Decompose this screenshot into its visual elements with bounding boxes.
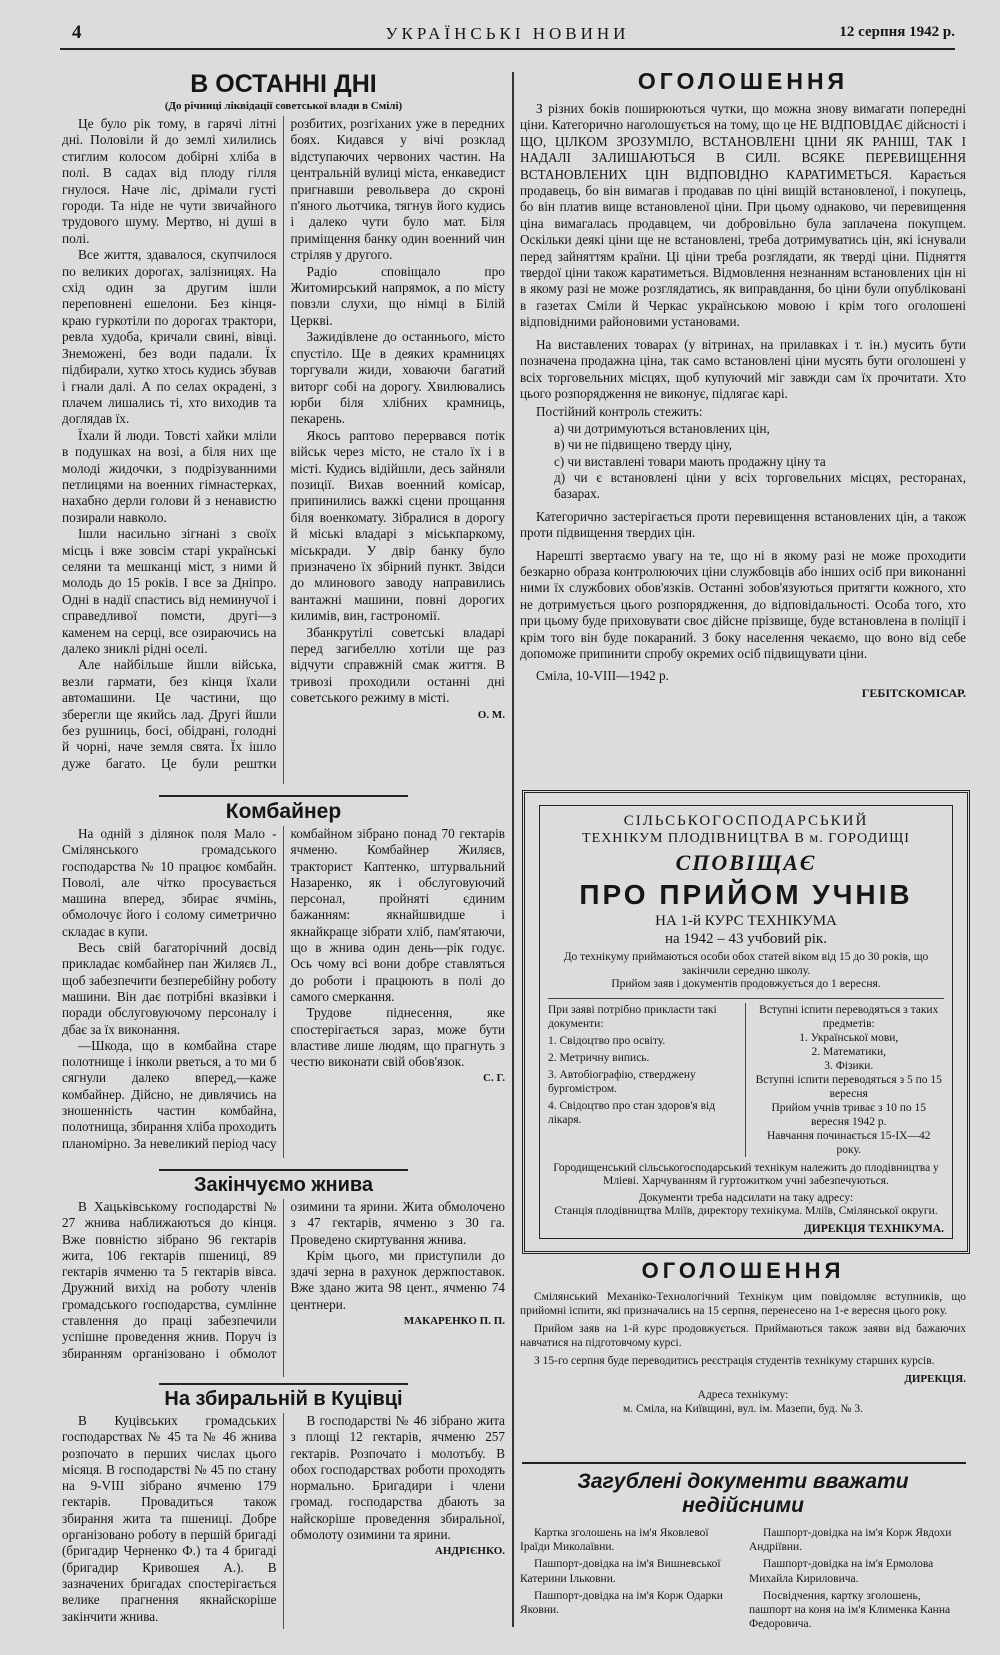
section-rule — [522, 1462, 966, 1464]
announcement-title: ОГОЛОШЕННЯ — [637, 68, 849, 94]
article-subtitle: (До річниці ліквідації советської влади в Смілі) — [164, 100, 403, 112]
paragraph: Але найбільше йшли військa, везли гармати, без кінця їхали автомашини. Це частини, що зберегли ще якийсь лад. Другі йшли без рушниць, босі, обідрані, голодні й чорні, наче земля свята. Їх ішло дуже багато. Це були рештки розбитих, розгіханих уже в передних боях. Кидався у вічі розклад відступаючих червоних частин. На центральній вулиці міста, енкаведист пригнавши револьвера до скроні п'яного льотчика, тягнув його кудись і далеко чути було мат. Біля приміщення банку один военний чин стріляв у другого. — [62, 116, 505, 771]
section-title: Загублені документи вважати недійсними — [577, 1470, 909, 1517]
article-body — [62, 116, 505, 784]
article-title: На збиральній в Куцівці — [164, 1388, 403, 1410]
ad-course: НА 1-й КУРС ТЕХНІКУМА — [655, 913, 837, 929]
list-item: с) чи виставлені товари мають продажну ціну та — [554, 453, 826, 469]
column-divider — [512, 72, 514, 1627]
start-date: Навчання починається 15-IX—42 року. — [766, 1129, 931, 1156]
ad-year: на 1942 – 43 учбовий рік. — [665, 931, 827, 947]
announcement-technikum — [520, 1258, 966, 1456]
signature: МАКАРЕНКО П. П. — [403, 1315, 505, 1328]
lost-list — [520, 1526, 966, 1630]
paragraph: Все життя, здавалося, скупчилося по великих дорогах, залізницях. На схід один за другим ішли переповнені ешелони. Без кінця-краю гуркотіли по дорогах трактори, ревла худоба, кричали свині, вівці. Знеможені, без води падали. Їх підбирали, хутко хтось кудись збував і гнали далі. А по селах окрадені, з плачем лишались ті, хто виходив та доглядав їх. — [62, 247, 277, 427]
exam-item: 1. Української мови, — [799, 1031, 899, 1044]
technikum-ad — [522, 790, 970, 1254]
signature: ГЕБІТСКОМІСАР. — [861, 685, 966, 700]
ad-info: Городищенський сільськогосподарський технікум належить до плодівництва у Мліеві. Харчуванням й гуртожитком учні забезпечуються. — [553, 1161, 939, 1187]
list-item: а) чи дотримуються встановлених цін, — [554, 420, 770, 436]
paragraph: На одній з ділянок поля Мало - Смілянського громадського господарства № 10 працює комбайн. Поволі, але чітко просувається машина вперед, збирає ячмінь, обмолочує його і солому симетрично складає в купи. — [62, 826, 277, 939]
ad-announces: СПОВІЩАЄ — [675, 850, 817, 875]
paragraph: В Хацьківському господарстві № 27 жнива наближаються до кінця. Вже повністю зібрано 96 гектарів жита, 106 гектарів пшениці, 89 гектарів ячменю та 5 гектарів вівса. Дружний вихід на роботу членів громадського господарства, сумлінне ставлення до праці забезпечили успішне проведення жнив. Поруч із збиранням організовано і обмолот озимини та ярини. Жита обмолочено з 47 гектарів, ячменю з 30 га. Проведено скиртування жнива. — [62, 1199, 505, 1361]
address-label: Адреса технікуму: — [697, 1389, 789, 1401]
paragraph: Крім цього, ми приступили до здачі зерна в рахунок держпоставок. Вже здано жита 98 цент., ячменю 74 центнери. — [290, 1247, 505, 1312]
place-date: Сміла, 10-VIII—1942 р. — [536, 668, 669, 684]
list-item: Картка зголошень на ім'я Яковлевої Іраїди Миколаївни. — [520, 1527, 709, 1554]
list-item: Пашпорт-довідка на ім'я Корж Явдохи Андріївни. — [749, 1527, 952, 1554]
list-item: в) чи не підвищено тверду ціну, — [554, 437, 732, 453]
paragraph: В Куцівських громадських господарствах № 45 та № 46 жнива розпочато в перших числах цього місяця. В господарстві № 45 по стану на 9-VIII зібрано ячменю 179 гектарів. Провадиться також збирання жита та пшениці. Добре організовано роботу в першій бригаді (бригадир Черненко Ф.) та 4 бригаді (бригадир Кривошея А.). В зазначених бригадах спостерігається велике прагнення якнайскоріше закінчити жнива. — [62, 1413, 277, 1624]
paragraph: З різних боків поширюються чутки, що можна знову вимагати попередні ціни. Категорично наголошується на тому, що це НЕ ВІДПОВІДАЄ дійсності і ЩО, ЦІЛКОМ ЗРОЗУМІЛО, ВСТАНОВЛЕНІ ЦІНИ ЯК РАНІШ, ТАК І НАДАЛІ ЗАЛИШАЮТЬСЯ В СИЛІ. ВСЯКЕ ПЕРЕВИЩЕННЯ ВСТАНОВЛЕНИХ ЦІН ВІДПОВІДНО КАРАТИМЕТЬСЯ. Карається продавець, бо він вимагав і продавав по ціні вищій встановленої, і покупець, бо він платив вище встановленої ціни. При цьому однаково, чи перевищення ціна вимагалась продавцем, чи добровільно була заплачена покупцем. Оскільки деякі ціни ще не встановлені, треба дотримуватись цін, які існували перед зайняттям краïни. Ці ціни треба розглядати, як тверді ціни. Підняття твердої ціни також каратиметься. Відмовлення незнанням встановлених цін ні в якому разі не може розглядатись, як виправдання, бо ціни були опубліковані в газетах Сміли й Черкас українською мовою і крім того оголошені відповідними районовими установами. — [520, 101, 966, 330]
list-item: Пашпорт-довідка на ім'я Корж Одарки Яковни. — [520, 1589, 723, 1617]
paragraph: —Шкода, що в комбайна старе полотнище і інколи рветься, а то ми б сягнули далеко вперед,—каже комбайнер. Дійсно, не дивлячись на зношенність частин комбайна, полотнища, збирання хліба проходить планомірно. За невеликий період часу комбайном зібрано понад 70 гектарів ячменю. Комбайнер Жиляєв, тракторист Каптенко, штурвальний Назаренко, як і обслуговуючий персонал, пройняті єдиним бажанням: якнайшвидше і якнайкраще зібрати хліб, пам'ятаючи, що в жнива один день—рік годує. Ось чому всі вони добре ставляться до роботи і працюють в полі до самого смеркання. — [62, 826, 505, 1151]
section-rule — [159, 795, 407, 797]
ad-line-1: СІЛЬСЬКОГОСПОДАРСЬКИЙ — [623, 813, 869, 829]
list-item: Пашпорт-довідка на ім'я Ермолова Михайла Кириловича. — [749, 1558, 934, 1585]
section-rule — [159, 1169, 407, 1171]
exam-item: 2. Математики, — [811, 1045, 886, 1058]
exam-item: 3. Фізики. — [824, 1059, 874, 1072]
paragraph: Прийом заяв на 1-й курс продовжується. Приймаються також заяви від бажаючих навчатися на підготовчому курсі. — [520, 1323, 966, 1349]
paragraph: В господарстві № 46 зібрано жита з площі 12 гектарів, ячменю 257 гектарів. Розпочато і молотьбу. В обох господарствах роботи проходять нормально. Бригадири і члени громад. господарства дбають за найскоріше проведення збиральної, обмолоту озимини та ярини. — [290, 1413, 505, 1543]
paragraph: Ішли насильно зігнані з своїх місць і вже зовсім старі українські селяни та мешканці міст, з ними й молодь до 15 років. І все за Дніпро. Одні в надії спастись від неминучої і справедливої помсти, другі—з каменем на серці, все озираючись на далеко зниклі рідні оселі. — [62, 526, 277, 656]
ad-admission: До технікуму приймаються особи обох статей віком від 15 до 30 років, що закінчили середню школу. — [563, 951, 929, 977]
masthead: УКРАЇНСЬКІ НОВИНИ — [385, 24, 630, 43]
ad-signature: ДИРЕКЦІЯ ТЕХНІКУМА. — [803, 1222, 944, 1235]
ad-deadline: Прийом заяв і документів продовжується до 1 вересня. — [611, 978, 881, 990]
article-body — [62, 1413, 505, 1629]
list-item: Пашпорт-довідка на ім'я Вишневської Катерини Ільковни. — [520, 1558, 721, 1585]
article-harvest — [62, 1166, 505, 1378]
ad-headline: ПРО ПРИЙОМ УЧНІВ — [579, 879, 913, 910]
paragraph: Це було рік тому, в гарячі літні дні. Половіли й до землі хилились стиглим колосом добірні хліба в полі. В садах від плоду гілля гнулося. Наче ліс, дрімали густі городи. Та ніде не чути звичайного трудового шуму. Мертво, ні душі в полі. — [62, 116, 277, 246]
doc-item: 1. Свідоцтво про освіту. — [548, 1034, 666, 1047]
ad-inner-frame — [539, 805, 953, 1239]
admission-period: Прийом учнів триває з 10 по 15 вересня 1942 р. — [771, 1101, 927, 1128]
ad-requirements — [548, 998, 944, 1157]
ad-address: Станція плодівництва Мліїв, директору технікума. Мліїв, Смілянської округи. — [554, 1205, 938, 1217]
ad-address-intro: Документи треба надсилати на таку адресу: — [638, 1191, 854, 1204]
article-body — [62, 1199, 505, 1377]
paragraph: Їхали й люди. Товсті хайки мліли в подушках на возі, а біля них ще молоді жидочки, з подрізуванними петлицями на военних гімнастерках, нахабно дерли голови й з ненавистю позирали навколо. — [62, 427, 277, 525]
page-number: 4 — [72, 22, 82, 43]
paragraph: Смілянський Механіко-Технологічний Технікум цим повідомляє вступників, що прийомні іспити, які призначались на 15 серпня, перенесено на 1-е вересня цього року. — [520, 1291, 966, 1317]
announcement-prices — [520, 68, 966, 780]
paragraph: Весь свій багаторічний досвід прикладає комбайнер пан Жиляєв Л., щоб забезпечити безперебійну роботу машини. Він дає потрібні вказівки і поради обслуговуючому персоналу і дбає за їх виконання. — [62, 940, 277, 1037]
article-kutsivka — [62, 1380, 505, 1630]
signature: ДИРЕКЦІЯ. — [904, 1373, 966, 1385]
signature: С. Г. — [483, 1072, 505, 1085]
paragraph: Постійний контроль стежить: — [536, 404, 703, 420]
article-combine — [62, 792, 505, 1164]
ad-docs — [548, 1003, 746, 1157]
exams-dates: Вступні іспити переводяться з 5 по 15 вересня — [755, 1073, 942, 1100]
signature: АНДРІЄНКО. — [434, 1545, 505, 1558]
address: м. Сміла, на Київщині, вул. ім. Мазепи, буд. № 3. — [623, 1403, 863, 1415]
doc-item: 3. Автобіографію, стверджену бургомістром. — [548, 1068, 696, 1095]
announcement-body — [520, 101, 966, 701]
announcement-title: ОГОЛОШЕННЯ — [641, 1258, 845, 1283]
paragraph: З 15-го серпня буде переводитись реєстрація студентів технікуму старших курсів. — [534, 1355, 935, 1367]
article-title: Комбайнер — [225, 800, 342, 823]
paragraph: Якось раптово перервався потік військ через місто, не стало їх і в місті. Кудись відійшли, десь зайняли позиції. Вихав военний комісар, припинились важкі сцени прощання біля военкомату. Зібралися в дорогу й міські владарі з міськпаркому, міськради. У двір банку було призначено їх збірний пункт. Звідси до млинового заводу направились вантажні машини, повні дорогих килимів, вин, гастрономії. — [290, 427, 505, 624]
issue-date: 12 серпня 1942 р. — [839, 24, 955, 40]
page-header — [60, 22, 955, 50]
article-title: В ОСТАННІ ДНІ — [190, 70, 377, 98]
ad-line-2: ТЕХНІКУМ ПЛОДІВНИЦТВА В м. ГОРОДИЩІ — [582, 831, 910, 846]
article-last-days — [62, 70, 505, 792]
docs-intro: При заяві потрібно прикласти такі документи: — [548, 1003, 717, 1030]
paragraph: Зажидівлене до останнього, місто спустіло. Ще в деяких крамницях торгували жиди, ховаючи багатий виторг собі на дорогу. Хвилювались юрби біля хлібних крамниць, пекарень. — [290, 329, 505, 427]
paragraph: На виставлених товарах (у вітринах, на прилавках і т. ін.) мусить бути позначена продажна ціна, так само встановлені ціни мусять бути оголошені у всіх торговельних місцях, щоб купуючий міг завжди сам їх прочитати. Хто цього розпорядження не виконує, підлягає карі. — [520, 336, 966, 401]
ad-exams — [746, 1003, 945, 1157]
paragraph: Радіо сповіщало про Житомирський напрямок, а по місту повзли слухи, що німці в Білій Церкві. — [290, 263, 505, 328]
list-item: д) чи є встановлені ціни у всіх торговельних місцях, ресторанах, базарах. — [554, 469, 966, 502]
paragraph: Збанкрутілі советські владарі перед загибеллю хотіли ще раз відчути справжній смак життя. В тривозі проходили останні дні советського режиму в місті. — [290, 624, 505, 706]
section-rule — [159, 1383, 407, 1385]
list-item: Посвідчення, картку зголошень, пашпорт на коня на ім'я Клименка Канна Федоровича. — [749, 1589, 951, 1630]
article-title: Закінчуємо жнива — [193, 1174, 374, 1196]
paragraph: Трудове піднесення, яке спостерігається зараз, може бути властиве лише людям, що прагнуть з честю виконати свій обов'язок. — [290, 1005, 505, 1070]
control-list — [520, 421, 966, 503]
doc-item: 4. Свідоцтво про стан здоров'я від лікаря. — [548, 1099, 716, 1126]
signature: О. М. — [477, 708, 505, 721]
doc-item: 2. Метричну випись. — [548, 1051, 650, 1064]
paragraph: Нарешті звертаємо увагу на те, що ні в якому разі не може проходити безкарно образа контролюючих ціни службовців або інших осіб при виконанні ними їх службових обов'язків. Останні зобов'язуються притягти кожного, хто не дотримується цього розпорядження, до відповідальності. Особа того, хто при цьому буде приховувати своє дійсне прізвище, буде встановлена в поліції і крім того він буде покараний. З боку населення чекаємо, що воно від себе допоможе припинити спробу окремих осіб підвищувати ціни. — [520, 547, 966, 661]
article-body — [62, 826, 505, 1158]
announcement-body — [520, 1290, 966, 1416]
exams-intro: Вступні іспити переводяться з таких предметів: — [759, 1003, 939, 1030]
paragraph: Категорично застерігається проти перевищення встановлених цін, а також проти підвищення твердих цін. — [520, 508, 966, 541]
lost-documents — [520, 1470, 966, 1630]
